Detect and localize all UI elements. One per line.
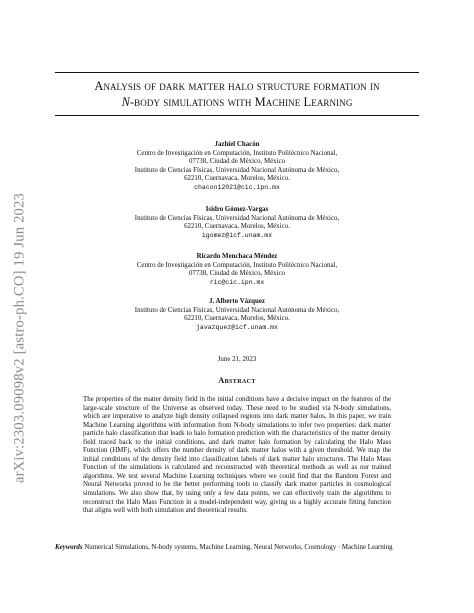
author-affiliation: Instituto de Ciencias Físicas, Universidad Nacional Autónoma de México, [134, 166, 340, 174]
author-block-3 [60, 253, 414, 287]
keywords-section [55, 544, 419, 553]
author-affiliation: 62210, Cuernavaca, Morelos, México. [184, 175, 290, 183]
title-italic-n: N [121, 95, 130, 109]
title-rule-top [55, 72, 419, 73]
author-name: Ricardo Menchaca Méndez [196, 253, 278, 260]
author-affiliation: 07738, Ciudad de México, México [188, 270, 286, 278]
keywords-label: Keywords [55, 544, 83, 551]
abstract-heading: Abstract [218, 376, 256, 385]
author-email[interactable]: ric@cic.ipn.mx [209, 278, 265, 286]
author-name: Jazhiel Chacón [214, 141, 260, 148]
title-line-2: -body simulations with Machine Learning [129, 95, 353, 109]
author-name: J. Alberto Vázquez [209, 298, 265, 305]
author-block-2 [60, 206, 414, 240]
abstract-text: The properties of the matter density field in the initial conditions have a decisive impact on the features of the large-scale structure of the Universe as observed today. These need to be studied via N-body simulations, which are imperative to analyze high density collapsed regions into dark matter halos. In this paper, we train Machine Learning algorithms with information from N-body simulations to infer two properties: dark matter particle halo classification that leads to halo formation prediction with the characteristics of the matter density field traced back to the initial conditions, and dark matter halo formation by calculating the Halo Mass Function (HMF), which offers the number density of dark matter halos with a given threshold. We map the initial conditions of the density field into classification labels of dark matter halo structures. The Halo Mass Function of the simulations is calculated and reconstructed with theoretical methods as well as our trained algorithms. We test several Machine Learning techniques where we could find that the Random Forest and Neural Networks proved to be the better performing tools to classify dark matter particles in cosmological simulations. We also show that, by using only a few data points, we can effectively train the algorithms to reconstruct the Halo Mass Function in a model-independent way, giving us a highly accurate fitting function that aligns well with both simulation and theoretical results. [83, 396, 391, 515]
author-affiliation: Instituto de Ciencias Físicas, Universidad Nacional Autónoma de México, [134, 306, 340, 314]
author-block-4 [60, 298, 414, 332]
author-email[interactable]: igomez@icf.unam.mx [201, 231, 273, 239]
author-affiliation: Instituto de Ciencias Físicas, Universidad Nacional Autónoma de México, [134, 214, 340, 222]
title-rule-bottom [55, 115, 419, 116]
author-affiliation: 62210, Cuernavaca, Morelos, México. [184, 223, 290, 231]
author-affiliation: Centro de Investigación en Computación, Instituto Politécnico Nacional, [136, 149, 338, 157]
paper-title [55, 78, 419, 110]
title-line-1: Analysis of dark matter halo structure formation in [94, 79, 380, 93]
publication-date: June 21, 2023 [217, 356, 257, 363]
author-name: Isidro Gómez-Vargas [205, 206, 269, 213]
author-affiliation: 07738, Ciudad de México, México [188, 158, 286, 166]
arxiv-identifier: arXiv:2303.09098v2 [astro-ph.CO] 19 Jun 2023 [11, 192, 28, 484]
author-affiliation: Centro de Investigación en Computación, Instituto Politécnico Nacional, [136, 261, 338, 269]
author-email[interactable]: javazquez@icf.unam.mx [196, 323, 278, 331]
author-email[interactable]: chacon12021@cic.ipn.mx [194, 183, 280, 191]
arxiv-stamp [0, 0, 40, 613]
author-affiliation: 62210, Cuernavaca, Morelos, México. [184, 315, 290, 323]
keywords-list: Numerical Simulations, N-body systems, Machine Learning, Neural Networks, Cosmology · Machine Learning [84, 544, 393, 551]
author-block-1 [60, 141, 414, 193]
